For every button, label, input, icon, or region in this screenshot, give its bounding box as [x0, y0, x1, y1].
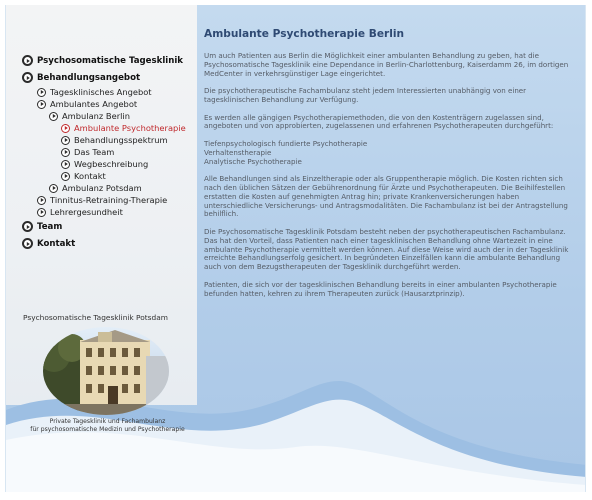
arrow-circle-icon: [22, 55, 33, 66]
arrow-circle-icon: [37, 100, 46, 109]
paragraph: Um auch Patienten aus Berlin die Möglichkeit einer ambulanten Behandlung zu geben, hat die Psychosomatische Tagesklinik eine Dependance in Berlin-Charlottenburg, Kaiserdamm 26, im dortigen MedCenter in verkehrsgünstiger Lage eingerichtet.: [204, 51, 569, 78]
nav-item-label: Das Team: [74, 147, 115, 157]
arrow-circle-icon: [37, 208, 46, 217]
nav-item-label: Ambulantes Angebot: [50, 99, 138, 109]
arrow-circle-icon: [37, 88, 46, 97]
nav-item-ambulanz-potsdam[interactable]: [22, 182, 192, 194]
arrow-circle-icon: [22, 72, 33, 83]
arrow-circle-icon: [61, 148, 70, 157]
clinic-building-photo: [42, 326, 170, 416]
therapy-method-list: Tiefenpsychologisch fundierte Psychotherapie Verhaltenstherapie Analytische Psychotherapie: [204, 138, 368, 166]
nav-item-label: Behandlungsangebot: [37, 72, 141, 83]
footer-line: für psychosomatische Medizin und Psychotherapie: [30, 426, 185, 433]
nav-item-kontakt[interactable]: [22, 235, 192, 252]
arrow-circle-icon: [61, 160, 70, 169]
nav-item-label: Ambulanz Berlin: [62, 111, 130, 121]
nav-item-label: Ambulanz Potsdam: [62, 183, 142, 193]
nav-item-label: Tinnitus-Retraining-Therapie: [50, 195, 168, 205]
nav-item-behandlungsangebot[interactable]: [22, 69, 192, 86]
arrow-circle-icon: [61, 172, 70, 181]
arrow-circle-icon: [22, 238, 33, 249]
page-title: Ambulante Psychotherapie Berlin: [204, 28, 405, 40]
nav-item-ambulanz-berlin[interactable]: [22, 110, 192, 122]
nav-item-ambulante-psychotherapie[interactable]: [22, 122, 192, 134]
arrow-circle-icon: [22, 221, 33, 232]
arrow-circle-icon: [61, 136, 70, 145]
nav-item-lehrergesundheit[interactable]: [22, 206, 192, 218]
nav-item-behandlungsspektrum[interactable]: [22, 134, 192, 146]
clinic-caption: Psychosomatische Tagesklinik Potsdam: [23, 313, 168, 322]
arrow-circle-icon: [61, 124, 70, 133]
paragraph: Alle Behandlungen sind als Einzeltherapie oder als Gruppentherapie möglich. Die Kosten richten sich nach den üblichen Sätzen der Gebührenordnung für Ärzte und Psychotherapeuten. Die Beihilfestellen erstatten die Kosten auf genehmigten Antrag hin; private Krankenversicherungen haben unterschiedliche Versicherungs- und Antragsmodalitäten. Die Fachambulanz ist bei der Antragstellung behilflich.: [204, 174, 568, 219]
nav-item-team[interactable]: [22, 218, 192, 235]
paragraph: Die Psychosomatische Tagesklinik Potsdam besteht neben der psychotherapeutischen Fachambulanz. Das hat den Vorteil, dass Patienten nach einer tagesklinischen Behandlung ohne Wartezeit in eine ambulante Psychotherapie vermittelt werden können. Auf diese Weise wird auch der in der Tagesklinik erreichte Behandlungserfolg gesichert. In begründeten Einzelfällen kann die ambulante Behandlung auch von dem Bezugstherapeuten der Tagesklinik durchgeführt werden.: [204, 226, 569, 272]
nav-item-kontakt-berlin[interactable]: [22, 170, 192, 182]
nav-item-ambulantes-angebot[interactable]: [22, 98, 192, 110]
nav-item-label: Behandlungsspektrum: [74, 135, 168, 145]
nav-item-das-team[interactable]: [22, 146, 192, 158]
footer-line: Private Tagesklinik und Fachambulanz: [49, 418, 166, 425]
nav-item-psychosomatische-tagesklinik[interactable]: [22, 52, 192, 69]
nav-item-label: Psychosomatische Tagesklinik: [37, 55, 183, 66]
paragraph: Die psychotherapeutische Fachambulanz steht jedem Interessierten unabhängig von einer tagesklinischen Behandlung zur Verfügung.: [204, 86, 527, 104]
nav-item-label: Kontakt: [74, 171, 106, 181]
main-content: [204, 52, 574, 307]
nav-item-label: Team: [37, 221, 63, 232]
nav-item-label: Lehrergesundheit: [50, 207, 123, 217]
arrow-circle-icon: [49, 112, 58, 121]
nav-item-label: Ambulante Psychotherapie: [74, 123, 186, 133]
nav-item-label: Tagesklinisches Angebot: [50, 87, 152, 97]
nav-item-wegbeschreibung[interactable]: [22, 158, 192, 170]
paragraph: Es werden alle gängigen Psychotherapiemethoden, die von den Kostenträgern zugelassen sind, angeboten und von approbierten, zugelassenen und erfahrenen Psychotherapeuten durchgeführt:: [204, 112, 554, 131]
paragraph: Patienten, die sich vor der tagesklinischen Behandlung bereits in einer ambulanten Psychotherapie befunden hatten, kehren zu ihrem Therapeuten zurück (Hausarztprinzip).: [204, 279, 557, 298]
arrow-circle-icon: [37, 196, 46, 205]
footer: [0, 418, 215, 434]
arrow-circle-icon: [49, 184, 58, 193]
nav-item-tinnitus-retraining-therapie[interactable]: [22, 194, 192, 206]
nav-item-label: Kontakt: [37, 238, 76, 249]
main-navigation: [22, 52, 192, 252]
nav-item-label: Wegbeschreibung: [74, 159, 149, 169]
nav-item-tagesklinisches-angebot[interactable]: [22, 86, 192, 98]
